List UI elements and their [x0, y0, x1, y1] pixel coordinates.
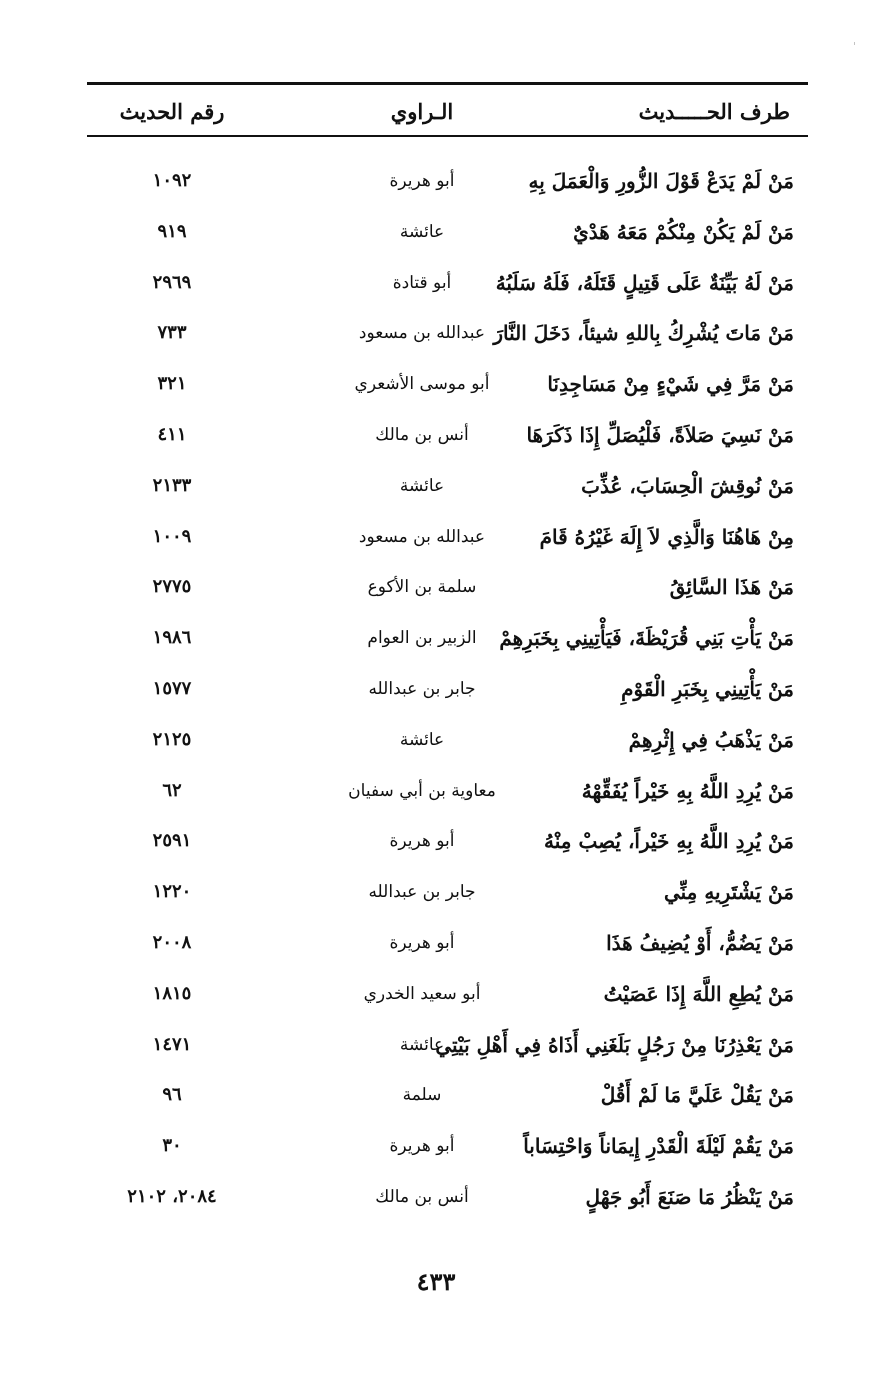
- table-row: [87, 715, 808, 766]
- hadith-number: ٦٢: [162, 779, 182, 801]
- narrator-name: جابر بن عبدالله: [368, 678, 476, 699]
- hadith-text: مَنْ مَرَّ فِي شَيْءٍ مِنْ مَسَاجِدِنَا: [547, 372, 794, 397]
- hadith-text: مَنْ مَاتَ يُشْرِكُ بِاللهِ شيئاً، دَخَلَ النَّارَ: [493, 321, 794, 346]
- page-number: ٤٣٣: [416, 1267, 456, 1296]
- narrator-name: سلمة: [402, 1085, 442, 1106]
- hadith-number: ١٥٧٧: [152, 677, 192, 699]
- table-row: [87, 156, 808, 207]
- hadith-number: ٢٠٠٨: [152, 931, 192, 953]
- hadith-text: مَنْ لَهُ بَيِّنَةٌ عَلَى قَتِيلٍ قَتَلَهُ، فَلَهُ سَلَبُهُ: [495, 270, 794, 295]
- table-row: [87, 410, 808, 461]
- table-row: [87, 766, 808, 817]
- narrator-name: أنس بن مالك: [375, 424, 469, 445]
- table-header: [87, 92, 808, 132]
- hadith-number: ١٠٩٢: [152, 170, 192, 191]
- table-row: [87, 816, 808, 867]
- corner-mark: ': [853, 40, 857, 53]
- hadith-index-table: [87, 156, 808, 1223]
- narrator-name: أبو موسى الأشعري: [354, 374, 490, 395]
- header-hadith-number: رقم الحديث: [119, 99, 225, 124]
- hadith-number: ٣٢١: [157, 373, 187, 395]
- hadith-text: مَنْ يَنْظُرُ مَا صَنَعَ أَبُو جَهْلٍ: [585, 1184, 794, 1209]
- table-row: [87, 1121, 808, 1172]
- hadith-number: ٢٠٨٤، ٢١٠٢: [127, 1185, 217, 1207]
- narrator-name: أبو قتادة: [392, 272, 452, 293]
- hadith-text: مَنْ يُرِدِ اللَّهُ بِهِ خَيْراً يُفَقِّهْهُ: [581, 778, 794, 803]
- narrator-name: عائشة: [399, 221, 445, 242]
- hadith-number: ١٠٠٩: [152, 525, 192, 547]
- hadith-number: ١٨١٥: [152, 982, 192, 1004]
- hadith-number: ٩١٩: [157, 220, 187, 242]
- narrator-name: جابر بن عبدالله: [368, 882, 476, 903]
- header-rule: [87, 135, 808, 137]
- hadith-number: ٢٩٦٩: [152, 271, 192, 293]
- hadith-number: ٧٣٣: [157, 322, 187, 344]
- narrator-name: الزبير بن العوام: [367, 628, 477, 649]
- table-row: [87, 1172, 808, 1223]
- table-row: [87, 867, 808, 918]
- narrator-name: أنس بن مالك: [375, 1186, 469, 1207]
- hadith-number: ١٢٢٠: [152, 881, 192, 903]
- hadith-text: مِنْ هَاهُنَا وَالَّذِي لاَ إِلَهَ غَيْرُهُ قَامَ: [539, 524, 794, 549]
- hadith-number: ٢١٢٥: [152, 728, 192, 750]
- narrator-name: معاوية بن أبي سفيان: [348, 780, 496, 801]
- narrator-name: سلمة بن الأكوع: [367, 577, 477, 598]
- table-row: [87, 1020, 808, 1071]
- hadith-number: ٢١٣٣: [152, 474, 192, 496]
- hadith-text: مَنْ هَذَا السَّائِقُ: [669, 575, 794, 600]
- hadith-text: مَنْ يَأْتِينِي بِخَبَرِ الْقَوْمِ: [621, 676, 794, 701]
- hadith-text: مَنْ لَمْ يَكُنْ مِنْكُمْ مَعَهُ هَدْيٌ: [573, 219, 794, 244]
- hadith-text: مَنْ يَقُمْ لَيْلَةَ الْقَدْرِ إِيمَاناً وَاحْتِسَاباً: [523, 1134, 794, 1159]
- table-row: [87, 918, 808, 969]
- hadith-text: مَنْ لَمْ يَدَعْ قَوْلَ الزُّورِ وَالْعَمَلَ بِهِ: [528, 169, 794, 193]
- hadith-text: مَنْ يُرِدِ اللَّهُ بِهِ خَيْراً، يُصِبْ مِنْهُ: [544, 829, 794, 854]
- hadith-text: مَنْ يُطِعِ اللَّهَ إِذَا عَصَيْتُ: [603, 981, 794, 1006]
- hadith-number: ١٩٨٦: [152, 627, 192, 649]
- table-row: [87, 359, 808, 410]
- hadith-number: ٢٥٩١: [152, 830, 192, 852]
- table-row: [87, 1070, 808, 1121]
- hadith-text: مَنْ نَسِيَ صَلاَةً، فَلْيُصَلِّ إِذَا ذَكَرَهَا: [526, 422, 794, 447]
- hadith-text: مَنْ يَشْتَرِيهِ مِنِّي: [663, 880, 794, 905]
- hadith-text: مَنْ يَذْهَبُ فِي إِثْرِهِمْ: [628, 727, 794, 752]
- narrator-name: أبو هريرة: [389, 932, 455, 953]
- narrator-name: عائشة: [399, 1034, 445, 1055]
- top-rule: [87, 82, 808, 85]
- table-row: [87, 562, 808, 613]
- narrator-name: أبو هريرة: [389, 171, 455, 191]
- hadith-text: مَنْ يَقُلْ عَلَيَّ مَا لَمْ أَقُلْ: [600, 1083, 794, 1108]
- hadith-number: ٩٦: [162, 1084, 182, 1106]
- table-row: [87, 308, 808, 359]
- narrator-name: أبو هريرة: [389, 1136, 455, 1157]
- hadith-text: مَنْ نُوقِشَ الْحِسَابَ، عُذِّبَ: [581, 473, 794, 498]
- narrator-name: أبو سعيد الخدري: [363, 983, 481, 1004]
- hadith-number: ٣٠: [162, 1135, 182, 1157]
- hadith-text: مَنْ يَعْذِرُنَا مِنْ رَجُلٍ بَلَغَنِي أَذَاهُ فِي أَهْلِ بَيْتِي: [435, 1032, 794, 1057]
- hadith-text: مَنْ يَأْتِ بَنِي قُرَيْظَةَ، فَيَأْتِينِي بِخَبَرِهِمْ: [499, 626, 794, 651]
- narrator-name: عائشة: [399, 729, 445, 750]
- narrator-name: أبو هريرة: [389, 831, 455, 852]
- hadith-number: ٤١١: [157, 423, 187, 445]
- table-row: [87, 258, 808, 309]
- table-row: [87, 461, 808, 512]
- table-row: [87, 613, 808, 664]
- hadith-number: ٢٧٧٥: [152, 576, 192, 598]
- hadith-text: مَنْ يَضُمُّ، أَوْ يُضِيفُ هَذَا: [606, 930, 794, 955]
- table-row: [87, 664, 808, 715]
- table-row: [87, 512, 808, 563]
- narrator-name: عبدالله بن مسعود: [358, 323, 486, 344]
- narrator-name: عبدالله بن مسعود: [358, 526, 486, 547]
- table-row: [87, 969, 808, 1020]
- header-narrator: الـراوي: [390, 99, 454, 124]
- narrator-name: عائشة: [399, 475, 445, 496]
- hadith-number: ١٤٧١: [152, 1033, 192, 1055]
- header-hadith: طرف الحـــــديث: [638, 99, 790, 124]
- table-row: [87, 207, 808, 258]
